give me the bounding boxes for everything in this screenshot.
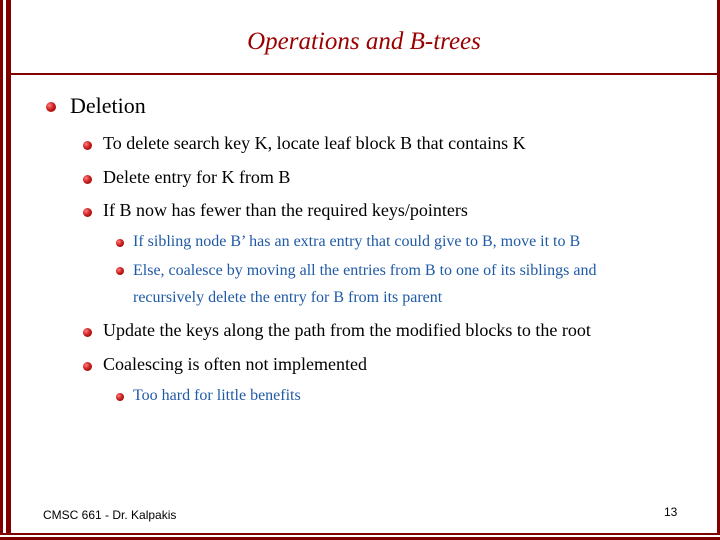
title-box <box>11 0 717 75</box>
bullet-icon <box>46 102 56 112</box>
bullet-locate-leaf: To delete search key K, locate leaf block B that contains K <box>103 133 526 153</box>
bullet-icon <box>116 267 124 275</box>
bullet-icon <box>83 208 92 217</box>
bullet-fewer-keys: If B now has fewer than the required keys/pointers <box>103 200 468 220</box>
bullet-coalesce-continued: recursively delete the entry for B from its parent <box>133 289 443 306</box>
bullet-coalescing-not-implemented: Coalescing is often not implemented <box>103 354 367 374</box>
page-number: 13 <box>664 505 678 519</box>
bullet-icon <box>83 328 92 337</box>
bullet-icon <box>116 239 124 247</box>
bullet-too-hard: Too hard for little benefits <box>133 387 301 404</box>
bullet-icon <box>83 362 92 371</box>
bullet-icon <box>83 141 92 150</box>
bullet-delete-entry: Delete entry for K from B <box>103 167 291 187</box>
footer-course: CMSC 661 - Dr. Kalpakis <box>43 508 177 522</box>
bullet-icon <box>83 175 92 184</box>
bullet-sibling-move: If sibling node B’ has an extra entry that could give to B, move it to B <box>133 233 581 250</box>
slide-frame-left <box>0 0 11 540</box>
bullet-coalesce: Else, coalesce by moving all the entries from B to one of its siblings and <box>133 262 597 279</box>
slide-frame-bottom <box>0 533 720 540</box>
bullet-icon <box>116 393 124 401</box>
bullet-update-keys: Update the keys along the path from the modified blocks to the root <box>103 320 591 340</box>
bullet-deletion: Deletion <box>70 93 146 118</box>
slide-title: Operations and B-trees <box>247 28 481 55</box>
